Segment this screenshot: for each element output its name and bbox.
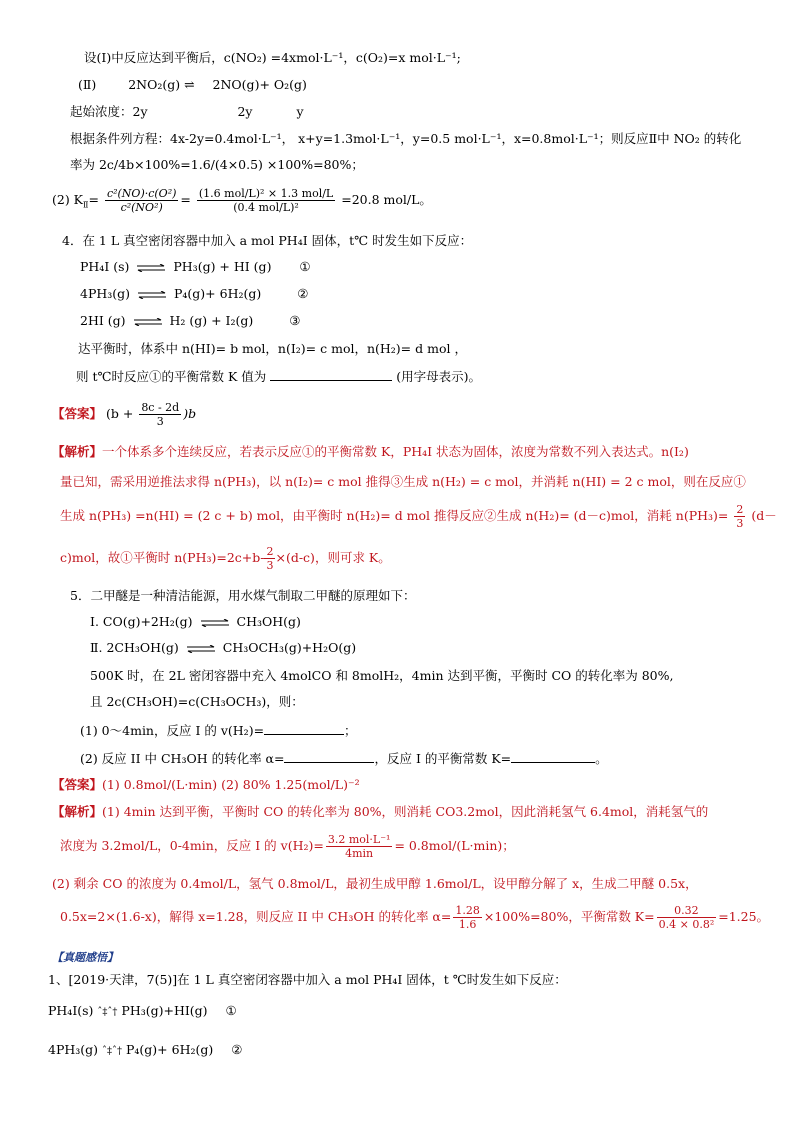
answer-tag: 【答案】 xyxy=(52,406,103,421)
k-frac2-den: (0.4 mol/L)² xyxy=(233,201,299,214)
k-subscript: Ⅱ xyxy=(83,200,89,210)
q4-condition: 达平衡时，体系中 n(HI)= b mol，n(I₂)= c mol，n(H₂)= d mol ， xyxy=(78,341,467,356)
q4-ans-den: 3 xyxy=(156,415,164,428)
q4-reaction-2 xyxy=(80,286,308,302)
intro-start-v3: y xyxy=(296,104,304,119)
q4-exp-line-3b: (d－ xyxy=(751,508,777,523)
k-frac1-den: c²(NO²) xyxy=(120,201,163,214)
q5-sub-question-2 xyxy=(80,750,608,767)
k-result: =20.8 mol/L。 xyxy=(341,192,432,207)
q5-condition-2: 且 2c(CH₃OH)=c(CH₃OCH₃)，则： xyxy=(90,694,304,709)
q5-sub2-text: (2) 反应 II 中 CH₃OH 的转化率 α= xyxy=(80,751,285,766)
q5-reaction-2 xyxy=(90,640,356,656)
q5-sub2-tail: 。 xyxy=(595,751,608,766)
q5-answer-text: (1) 0.8mol/(L·min) (2) 80% 1.25(mol/L)⁻² xyxy=(102,777,360,792)
real-r2-glyph: ˆ‡ˆ† xyxy=(102,1046,123,1057)
intro-start-conc: 起始浓度：2y xyxy=(70,104,148,119)
real-r2-num: ② xyxy=(231,1042,243,1057)
q5-rII-rhs: CH₃OCH₃(g)+H₂O(g) xyxy=(222,640,357,655)
q4-answer-blank xyxy=(270,368,392,381)
q5-exp4-num2: 0.32 xyxy=(657,904,717,918)
q5-reaction-1 xyxy=(90,614,301,630)
q5-exp2-den: 4min xyxy=(345,847,374,860)
k-fraction-1 xyxy=(105,187,178,214)
real-r1-lhs: PH₄I(s) xyxy=(48,1003,94,1018)
real-r2-lhs: 4PH₃(g) xyxy=(48,1042,99,1057)
intro-line-1: 设(Ⅰ)中反应达到平衡后，c(NO₂) =4xmol·L⁻¹，c(O₂)=x mol·L⁻¹; xyxy=(84,50,461,65)
q4-ans-pre: (b + xyxy=(106,406,134,421)
equilibrium-arrow-icon xyxy=(186,645,216,653)
q5-sub1-text: (1) 0～4min，反应 I 的 v(H₂)= xyxy=(80,723,265,738)
intro-eq-rhs: 2NO(g)+ O₂(g) xyxy=(212,77,307,92)
q4-explanation-4 xyxy=(60,543,391,573)
q4-exp4-den: 3 xyxy=(266,559,274,572)
q4-exp-line-3a: 生成 n(PH₃) =n(HI) = (2 c + b) mol，由平衡时 n(H₂)= d mol 推得反应②生成 n(H₂)= (d－c)mol，消耗 n(PH₃)= xyxy=(60,508,729,523)
q5-sub-question-1 xyxy=(80,722,357,739)
real-r1-rhs: PH₃(g)+HI(g) xyxy=(121,1003,208,1018)
q4-r1-lhs: PH₄I (s) xyxy=(80,259,130,274)
equilibrium-arrow-icon xyxy=(136,264,166,272)
q4-reaction-3 xyxy=(80,313,300,329)
q5-rII-lhs: Ⅱ. 2CH₃OH(g) xyxy=(90,640,179,655)
q4-exp-line-4b: ×(d-c)，则可求 K。 xyxy=(275,550,391,565)
intro-label-ii: (Ⅱ) xyxy=(78,77,97,92)
k-equals: = xyxy=(88,192,99,207)
q5-stem: 5．二甲醚是一种清洁能源，用水煤气制取二甲醚的原理如下： xyxy=(70,588,416,603)
q4-exp-line-1: 一个体系多个连续反应，若表示反应①的平衡常数 K，PH₄I 状态为固体，浓度为常数不列入表达式。n(I₂) xyxy=(102,444,689,459)
q5-sub2-mid: ，反应 I 的平衡常数 K= xyxy=(374,751,512,766)
q4-exp3-den: 3 xyxy=(736,517,744,530)
real-reaction-2 xyxy=(48,1042,242,1060)
k-expression: (2) $K_Ⅱ=$ $\frac{\text{c²(NO)·c(O²)}}{\text{c²(NO²)}}$ = $\frac{\text{(1.6 mol/L)² × 1.3 mol/L}}{\text{(0.4 mol/L)²}}$ =20.8 mol/L。 xyxy=(52,187,432,214)
q4-explanation-3 xyxy=(60,500,777,532)
q5-condition-1: 500K 时，在 2L 密闭容器中充入 4molCO 和 8molH₂，4min 达到平衡，平衡时 CO 的转化率为 80%, xyxy=(90,668,674,683)
real-item-1: 1、[2019·天津，7(5)]在 1 L 真空密闭容器中加入 a mol PH₄I 固体，t ℃时发生如下反应： xyxy=(48,972,567,987)
answer-tag: 【答案】 xyxy=(52,777,103,792)
q4-exp3-fraction xyxy=(734,503,745,530)
real-r2-rhs: P₄(g)+ 6H₂(g) xyxy=(126,1042,214,1057)
q5-exp-line-2a: 浓度为 3.2mol/L，0-4min，反应 I 的 v(H₂)= xyxy=(60,838,324,853)
q4-exp4-num: 2 xyxy=(266,545,274,558)
real-r1-glyph: ˆ‡ˆ† xyxy=(97,1007,118,1018)
q4-question-tail: (用字母表示)。 xyxy=(396,369,481,384)
q5-sub1-blank xyxy=(264,722,344,735)
q4-question xyxy=(76,368,481,385)
real-r1-num: ① xyxy=(225,1003,237,1018)
equilibrium-arrow-icon xyxy=(137,291,167,299)
q5-sub2-blank-2 xyxy=(511,750,595,763)
q5-explanation-4 xyxy=(60,900,769,934)
section-heading: 【真题感悟】 xyxy=(52,951,118,964)
intro-line-4: 根据条件列方程：4x-2y=0.4mol·L⁻¹， x+y=1.3mol·L⁻¹，y=0.5 mol·L⁻¹，x=0.8mol·L⁻¹；则反应Ⅱ中 NO₂ 的转化 xyxy=(70,131,742,146)
q4-r2-rhs: P₄(g)+ 6H₂(g) xyxy=(174,286,262,301)
q5-rI-rhs: CH₃OH(g) xyxy=(236,614,301,629)
q4-r3-lhs: 2HI (g) xyxy=(80,313,126,328)
q4-ans-post: )b xyxy=(183,406,197,421)
q5-exp-line-4c: =1.25。 xyxy=(718,909,770,924)
k-fraction-2 xyxy=(197,187,335,214)
q5-exp-line-4a: 0.5x=2×(1.6-x)，解得 x=1.28，则反应 II 中 CH₃OH 的转化率 α= xyxy=(60,909,452,924)
q4-exp-line-4a: c)mol，故①平衡时 n(PH₃)=2c+b- xyxy=(60,550,265,565)
q4-r1-rhs: PH₃(g) + HI (g) xyxy=(173,259,272,274)
k-prefix: (2) K xyxy=(52,192,84,207)
q4-exp4-fraction xyxy=(264,545,275,572)
q5-exp2-num: 3.2 mol·L⁻¹ xyxy=(327,833,391,846)
intro-eq-lhs: 2NO₂(g) ⇌ xyxy=(128,77,195,92)
q5-rI-lhs: Ⅰ. CO(g)+2H₂(g) xyxy=(90,614,193,629)
q5-explanation-2 xyxy=(60,830,515,862)
real-reaction-1 xyxy=(48,1003,237,1021)
q4-answer xyxy=(52,398,196,430)
q5-explanation-1 xyxy=(52,804,708,820)
q4-r3-rhs: H₂ (g) + I₂(g) xyxy=(169,313,254,328)
q4-stem: 4．在 1 L 真空密闭容器中加入 a mol PH₄I 固体，t℃ 时发生如下反应： xyxy=(62,233,473,248)
q5-exp-line-4b: ×100%=80%，平衡常数 K= xyxy=(483,909,655,924)
q5-exp4-den1: 1.6 xyxy=(458,918,477,931)
q4-exp3-num: 2 xyxy=(736,503,744,516)
explanation-tag: 【解析】 xyxy=(52,444,103,459)
equilibrium-arrow-icon xyxy=(133,318,163,326)
q5-exp2-fraction xyxy=(326,833,393,860)
q4-question-text: 则 t℃时反应①的平衡常数 K 值为 xyxy=(76,369,267,384)
k-frac1-num: c²(NO)·c(O²) xyxy=(106,187,177,200)
q4-r1-num: ① xyxy=(299,259,311,274)
intro-line-2 xyxy=(78,77,307,93)
q4-ans-num: 8c - 2d xyxy=(141,401,180,414)
q5-exp-line-2b: = 0.8mol/(L·min)； xyxy=(394,838,515,853)
q5-exp-line-3: (2) 剩余 CO 的浓度为 0.4mol/L，氢气 0.8mol/L，最初生成甲醇 1.6mol/L，设甲醇分解了 x，生成二甲醚 0.5x， xyxy=(52,876,698,891)
q4-exp-line-2: 量已知，需采用逆推法求得 n(PH₃)，以 n(I₂)= c mol 推得③生成 n(H₂) = c mol，并消耗 n(HI) = 2 c mol，则在反应① xyxy=(60,474,746,489)
q4-explanation-1 xyxy=(52,444,689,460)
q5-exp4-num1: 1.28 xyxy=(455,904,480,917)
q5-sub1-tail: ； xyxy=(344,723,357,738)
q5-answer xyxy=(52,777,360,793)
intro-start-v2: 2y xyxy=(237,104,253,119)
q5-sub2-blank-1 xyxy=(284,750,374,763)
q4-r3-num: ③ xyxy=(289,313,301,328)
intro-line-3 xyxy=(70,104,304,120)
k-frac2-num: (1.6 mol/L)² × 1.3 mol/L xyxy=(198,187,334,200)
q4-r2-num: ② xyxy=(297,286,309,301)
intro-line-5: 率为 2c/4b×100%=1.6/(4×0.5) ×100%=80%； xyxy=(70,157,364,172)
q4-reaction-1 xyxy=(80,259,311,275)
q5-exp-line-1: (1) 4min 达到平衡，平衡时 CO 的转化率为 80%，则消耗 CO3.2mol，因此消耗氢气 6.4mol，消耗氢气的 xyxy=(102,804,709,819)
q4-ans-fraction xyxy=(139,401,181,428)
explanation-tag: 【解析】 xyxy=(52,804,103,819)
q4-r2-lhs: 4PH₃(g) xyxy=(80,286,131,301)
q5-exp4-fraction-2 xyxy=(657,904,717,931)
q5-exp4-fraction-1 xyxy=(453,904,482,931)
equilibrium-arrow-icon xyxy=(200,619,230,627)
q5-exp4-den2: 0.4 × 0.8² xyxy=(658,918,715,931)
